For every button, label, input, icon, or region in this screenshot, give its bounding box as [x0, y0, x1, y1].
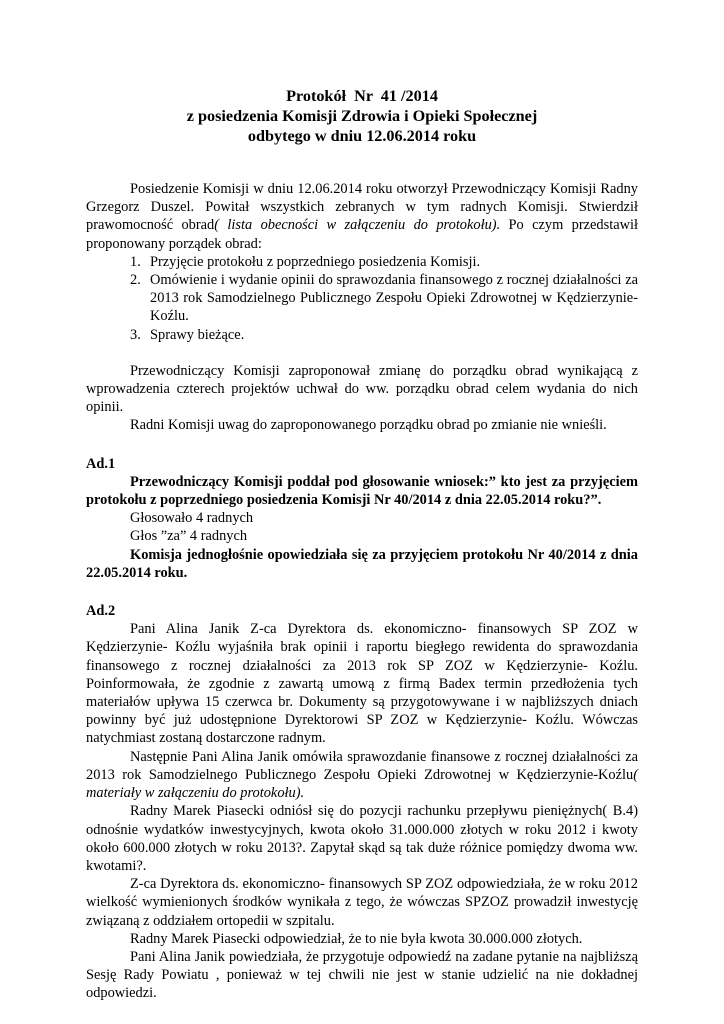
ad2-paragraph-4: Z-ca Dyrektora ds. ekonomiczno- finansowych SP ZOZ odpowiedziała, że w roku 2012 wielkość wymienionych środków wynikała z tego, że wówczas SPZOZ prowadził inwestycję związaną z oddziałem ortopedii w szpitalu.: [86, 876, 638, 929]
agenda-number: 2.: [130, 272, 141, 289]
ad2-heading: Ad.2: [86, 603, 116, 620]
agenda-change-paragraph: Przewodniczący Komisji zaproponował zmianę do porządku obrad wynikającą z wprowadzenia czterech projektów uchwał do ww. porządku obrad celem wydania do nich opinii.: [86, 362, 638, 416]
no-remarks-paragraph: Radni Komisji uwag do zaproponowanego porządku obrad po zmianie nie wnieśli.: [130, 417, 607, 434]
agenda-text: Omówienie i wydanie opinii do sprawozdania finansowego z rocznej działalności za 2013 rok Samodzielnego Publicznego Zespołu Opieki Zdrowotnej w Kędzierzynie- Koźlu.: [150, 272, 638, 325]
ad2-p2-text: Następnie Pani Alina Janik omówiła sprawozdanie finansowe z rocznej działalności za 2013 rok Samodzielnego Publicznego Zespołu Opieki Zdrowotnej w Kędzierzynie-Koźlu: [86, 748, 638, 783]
agenda-number: 1.: [130, 253, 141, 270]
ad2-paragraph-5: Radny Marek Piasecki odpowiedział, że to nie była kwota 30.000.000 złotych.: [130, 930, 583, 947]
intro-tail: Po czym przedstawił proponowany porządek obrad:: [86, 217, 638, 252]
ad1-heading: Ad.1: [86, 455, 116, 472]
title-line-1: Protokół Nr 41 /2014: [286, 87, 438, 105]
document-page: [86, 86, 638, 1003]
agenda-item: [130, 271, 638, 326]
ad1-voted: Głosowało 4 radnych: [130, 510, 254, 527]
ad1-votes-for: Głos ”za” 4 radnych: [130, 528, 248, 545]
agenda-number: 3.: [130, 326, 141, 343]
ad1-motion: Przewodniczący Komisji poddał pod głosowanie wniosek:” kto jest za przyjęciem protokołu z poprzedniego posiedzenia Komisji Nr 40/2014 z dnia 22.05.2014 roku?”.: [86, 473, 638, 509]
ad2-paragraph-3: Radny Marek Piasecki odniósł się do pozycji rachunku przepływu pieniężnych( B.4) odnośnie wydatków inwestycyjnych, kwota około 31.000.000 złotych w roku 2012 i kwoty około 600.000 złotych w roku 2013?. Zapytał skąd są tak duże różnice pomiędzy dwoma ww. kwotami?.: [86, 803, 638, 874]
title-line-3: odbytego w dniu 12.06.2014 roku: [247, 127, 477, 145]
document-title: [86, 86, 638, 146]
ad2-paragraph-1: Pani Alina Janik Z-ca Dyrektora ds. ekonomiczno- finansowych SP ZOZ w Kędzierzynie- Koźlu wyjaśniła brak opinii i raportu biegłego rewidenta do sprawozdania finansowego z rocznej działalności za 2013 rok SP ZOZ w Kędzierzynie- Koźlu. Poinformowała, że zgodnie z zawartą umową z firmą Badex termin przedłożenia tych materiałów upływa 15 czerwca br. Dokumenty są przygotowywane i w najbliższych dniach powinny być już udostępnione Dyrektorowi SP ZOZ w Kędzierzynie- Koźlu. Wówczas natychmiast zostaną dostarczone radnym.: [86, 621, 638, 747]
agenda-item: [130, 326, 638, 344]
attendance-note: ( lista obecności w załączeniu do protokołu).: [214, 217, 501, 234]
agenda-text: Sprawy bieżące.: [150, 326, 245, 343]
agenda-text: Przyjęcie protokołu z poprzedniego posiedzenia Komisji.: [150, 253, 481, 270]
title-line-2: z posiedzenia Komisji Zdrowia i Opieki Społecznej: [186, 107, 538, 125]
materials-note: ( materiały w załączeniu do protokołu).: [86, 766, 638, 802]
intro-text: Posiedzenie Komisji w dniu 12.06.2014 roku otworzył Przewodniczący Komisji Radny Grzegorz Duszel. Powitał wszystkich zebranych w tym radnych Komisji. Stwierdził prawomocność obrad: [86, 181, 638, 234]
agenda-item: [130, 253, 638, 271]
ad2-paragraph-2: [86, 748, 638, 803]
agenda-list: [86, 253, 638, 344]
ad1-result: Komisja jednogłośnie opowiedziała się za przyjęciem protokołu Nr 40/2014 z dnia 22.05.2014 roku.: [86, 546, 638, 581]
ad2-paragraph-6: Pani Alina Janik powiedziała, że przygotuje odpowiedź na zadane pytanie na najbliższą Sesję Rady Powiatu , ponieważ w tej chwili nie jest w stanie udzielić na nie dokładnej odpowiedzi.: [86, 948, 638, 1002]
intro-paragraph: [86, 180, 638, 253]
